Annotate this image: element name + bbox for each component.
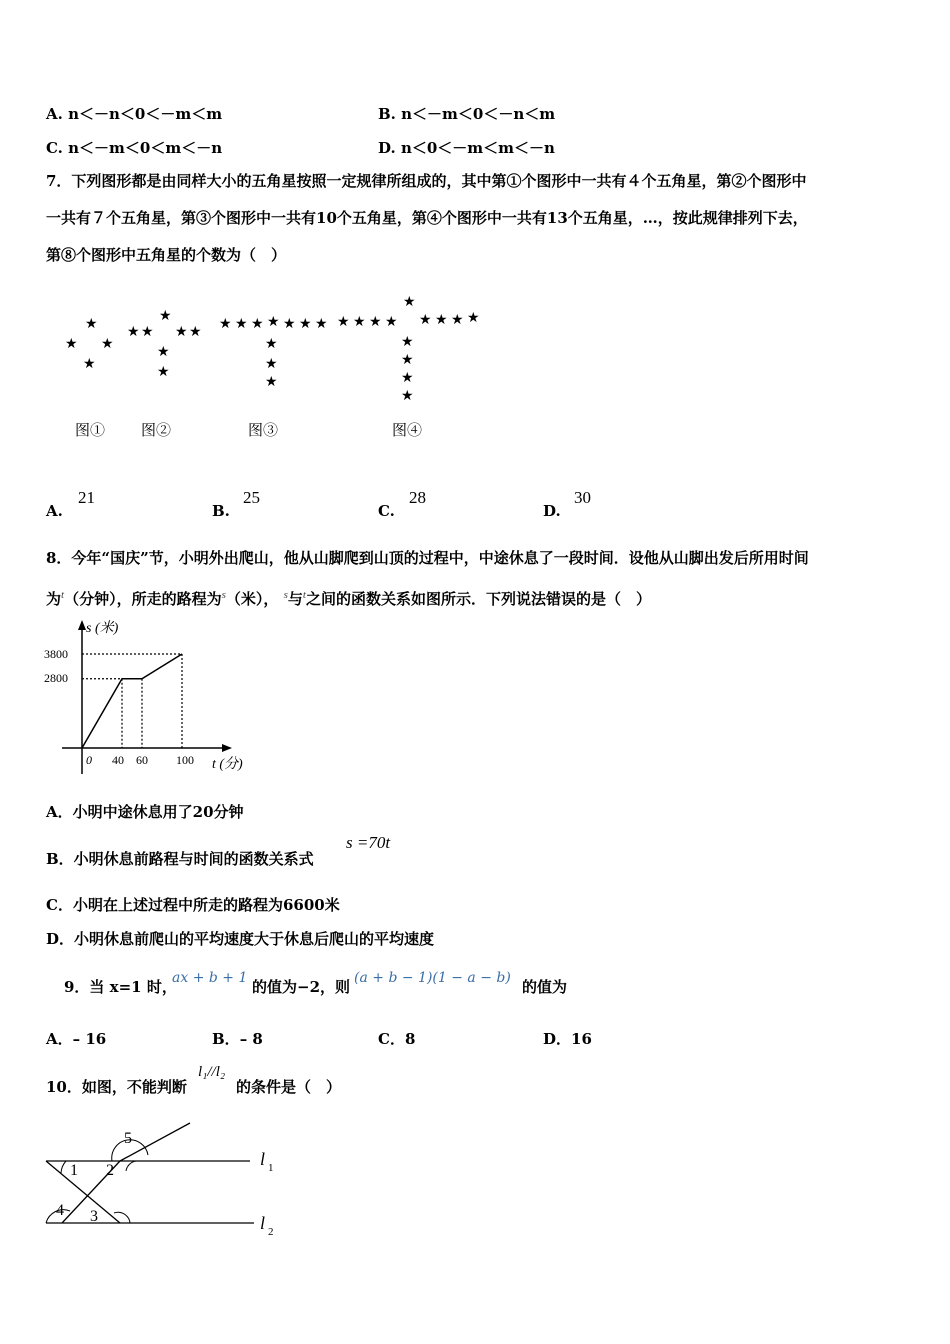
q7-figure-label-3: 图③ <box>248 423 279 439</box>
angle-arc-3 <box>114 1212 130 1223</box>
q9-option-c-value: 8 <box>404 1030 416 1048</box>
angle-label-2: 2 <box>106 1162 114 1179</box>
star-icon: ★ <box>157 345 170 360</box>
star-icon: ★ <box>337 315 350 330</box>
q9-option-a-label: A． <box>46 1030 73 1048</box>
star-icon: ★ <box>85 317 98 332</box>
q8-line1: 8．今年“国庆”节，小明外出爬山，他从山脚爬到山顶的过程中，中途休息了一段时间．设他从山脚出发后所用时间 <box>46 549 809 567</box>
angle-arc-2 <box>126 1161 136 1171</box>
star-icon: ★ <box>419 313 432 328</box>
q10-suffix: 的条件是（ ） <box>236 1078 342 1096</box>
q9-option-d <box>543 1028 592 1049</box>
q9-option-b <box>212 1028 263 1049</box>
q7-line1: 7．下列图形都是由同样大小的五角星按照一定规律所组成的，其中第①个图形中一共有４个五角星，第②个图形中 <box>46 172 807 190</box>
q7-option-a-label: A. <box>46 502 63 520</box>
q6-option-b-text: n＜－m＜0＜－n＜m <box>401 105 556 123</box>
q7-figure-label-4: 图④ <box>392 423 423 439</box>
q9-prefix: 9．当 x=1 时， <box>64 978 177 996</box>
x-tick-100: 100 <box>176 753 194 767</box>
q7-line3: 第⑧个图形中五角星的个数为（ ） <box>46 246 287 264</box>
label-l2: l <box>260 1213 266 1233</box>
star-icon: ★ <box>251 317 264 332</box>
q8-option-c: C．小明在上述过程中所走的路程为6600米 <box>46 896 340 914</box>
x-tick-40: 40 <box>112 753 124 767</box>
x-tick-0: 0 <box>86 753 92 767</box>
q6-option-d-text: n＜0＜－m＜m＜－n <box>400 139 555 157</box>
q6-option-b <box>378 103 555 124</box>
q8-text-e: 之间的函数关系如图所示．下列说法错误的是（ ） <box>305 590 651 608</box>
q6-option-d <box>378 137 555 158</box>
q10-relation: l₁//l₂ <box>198 1064 226 1080</box>
y-axis-label: s (米) <box>86 621 119 636</box>
q7-option-d-value: 30 <box>574 488 591 507</box>
angle-label-4: 4 <box>56 1202 64 1219</box>
label-l1-sub: 1 <box>268 1162 274 1174</box>
chart-marks <box>82 654 182 748</box>
star-icon: ★ <box>401 353 414 368</box>
q9-expr1: ax + b + 1 <box>172 970 248 986</box>
q9-option-c <box>378 1028 415 1049</box>
q7-option-c-value: 28 <box>409 488 426 507</box>
star-icon: ★ <box>401 371 414 386</box>
star-pattern-group <box>65 295 480 404</box>
q6-option-d-label: D. <box>378 139 396 157</box>
q9-expr2: (a + b − 1)(1 − a − b) <box>354 970 511 986</box>
q6-option-c-text: n＜－m＜0＜m＜－n <box>68 139 223 157</box>
q9-option-d-value: 16 <box>571 1030 592 1048</box>
q8-text-c: （米）， <box>225 590 279 608</box>
q8-var-s: s <box>221 589 226 601</box>
star-icon: ★ <box>157 365 170 380</box>
star-icon: ★ <box>265 357 278 372</box>
q6-option-a-text: n＜－n＜0＜－m＜m <box>68 105 223 123</box>
q8-text-a: 为 <box>46 590 62 608</box>
star-icon: ★ <box>101 337 114 352</box>
y-tick-3800: 3800 <box>44 647 68 661</box>
q6-option-b-label: B. <box>378 105 396 123</box>
q10-figure <box>40 1115 290 1245</box>
q8-var-t2: t <box>302 589 306 601</box>
q8-option-d: D．小明休息前爬山的平均速度大于休息后爬山的平均速度 <box>46 930 435 948</box>
star-icon: ★ <box>83 357 96 372</box>
q7-star-figures <box>55 290 495 450</box>
q8-var-t: t <box>61 589 65 601</box>
q6-option-a <box>46 103 222 124</box>
q7-option-d-label: D. <box>543 502 561 520</box>
q9-suffix: 的值为 <box>522 978 568 996</box>
q7-option-b-label: B. <box>212 502 230 520</box>
angle-arc-1 <box>61 1161 66 1173</box>
star-icon: ★ <box>65 337 78 352</box>
star-icon: ★ <box>451 313 464 328</box>
star-icon: ★ <box>219 317 232 332</box>
x-tick-60: 60 <box>136 753 148 767</box>
q8-option-a: A．小明中途休息用了20分钟 <box>46 803 244 821</box>
label-l1: l <box>260 1149 266 1169</box>
y-axis-arrow <box>78 620 86 630</box>
q10-prefix: 10．如图，不能判断 <box>46 1078 187 1096</box>
q7-option-c-label: C. <box>378 502 395 520</box>
q6-option-a-label: A. <box>46 105 63 123</box>
q9-option-d-label: D． <box>543 1030 572 1048</box>
q9-middle: 的值为−2，则 <box>252 978 351 996</box>
q8-var-s2: s <box>283 589 288 601</box>
star-icon: ★ <box>435 313 448 328</box>
star-icon: ★ <box>265 337 278 352</box>
q7-option-a-value: 21 <box>78 488 95 507</box>
star-icon: ★ <box>369 315 382 330</box>
star-icon: ★ <box>159 309 172 324</box>
angle-label-5: 5 <box>124 1130 132 1147</box>
q7-option-b-value: 25 <box>243 488 260 507</box>
q8-text-d: 与 <box>287 590 303 608</box>
star-icon: ★ <box>401 335 414 350</box>
angle-label-3: 3 <box>90 1208 98 1225</box>
star-icon: ★ <box>401 389 414 404</box>
star-icon: ★ <box>267 315 280 330</box>
label-l2-sub: 2 <box>268 1226 274 1238</box>
series-line <box>82 654 182 748</box>
star-icon: ★ <box>127 325 140 340</box>
q6-option-c <box>46 137 222 158</box>
angle-label-1: 1 <box>70 1162 78 1179</box>
star-icon: ★ <box>175 325 188 340</box>
star-icon: ★ <box>283 317 296 332</box>
q8-option-b: B．小明休息前路程与时间的函数关系式 <box>46 850 314 868</box>
star-icon: ★ <box>141 325 154 340</box>
q7-line2: 一共有７个五角星，第③个图形中一共有10个五角星，第④个图形中一共有13个五角星，…，按此规律排列下去， <box>46 209 808 227</box>
q8-text-b: （分钟），所走的路程为 <box>64 590 222 608</box>
q9-option-a-value: – 16 <box>72 1030 107 1048</box>
star-icon: ★ <box>299 317 312 332</box>
q8-line2 <box>46 585 651 609</box>
q9-option-b-label: B． <box>212 1030 240 1048</box>
star-icon: ★ <box>467 311 480 326</box>
star-icon: ★ <box>189 325 202 340</box>
star-icon: ★ <box>353 315 366 330</box>
q9-option-a <box>46 1028 106 1049</box>
q9-option-c-label: C． <box>378 1030 405 1048</box>
y-tick-2800: 2800 <box>44 671 68 685</box>
x-axis-label: t (分) <box>212 757 243 772</box>
q6-option-c-label: C. <box>46 139 63 157</box>
star-icon: ★ <box>403 295 416 310</box>
q7-figure-label-1: 图① <box>75 423 106 439</box>
q8-option-b-formula: s =70t <box>346 833 391 852</box>
star-icon: ★ <box>235 317 248 332</box>
star-icon: ★ <box>315 317 328 332</box>
star-icon: ★ <box>265 375 278 390</box>
q7-figure-label-2: 图② <box>141 423 172 439</box>
q9-option-b-value: – 8 <box>239 1030 263 1048</box>
star-icon: ★ <box>385 315 398 330</box>
q8-chart <box>40 612 280 782</box>
x-axis-arrow <box>222 744 232 752</box>
